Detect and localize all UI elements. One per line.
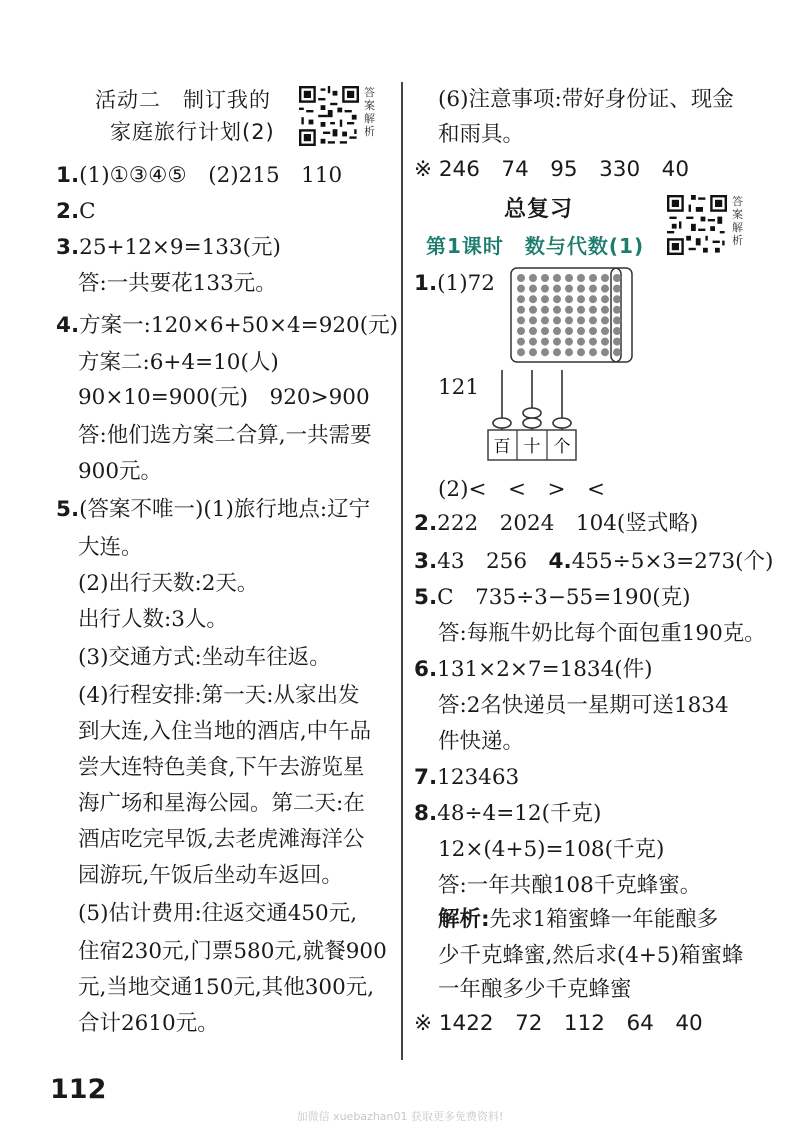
answer-text: 少千克蜂蜜,然后求(4+5)箱蜜蜂 bbox=[438, 943, 744, 968]
dot bbox=[601, 285, 609, 293]
question-number: 3. bbox=[414, 549, 438, 574]
q1-121: 121 bbox=[438, 375, 480, 400]
analysis-label: 解析: bbox=[438, 907, 490, 932]
answer-text: 海广场和星海公园。第二天:在 bbox=[78, 791, 365, 816]
abacus-label-ones: 个 bbox=[553, 437, 571, 457]
qr-code-icon-right[interactable] bbox=[667, 195, 727, 255]
answer-text: C bbox=[79, 199, 96, 224]
answer-text: 出行人数:3人。 bbox=[78, 607, 228, 632]
answer-text: 园游玩,午饭后坐动车返回。 bbox=[78, 863, 343, 888]
left-answer-line bbox=[78, 1008, 219, 1040]
dot bbox=[529, 327, 537, 335]
right-answer-line bbox=[414, 798, 601, 830]
dot-array-figure bbox=[510, 267, 634, 363]
q1-part1: (1)72 bbox=[437, 271, 495, 296]
dot bbox=[553, 338, 561, 346]
left-answer-line bbox=[78, 898, 357, 930]
dot bbox=[529, 285, 537, 293]
answer-text: (答案不唯一)(1)旅行地点:辽宁 bbox=[79, 497, 371, 522]
right-answer-line bbox=[438, 690, 729, 722]
dot bbox=[541, 306, 549, 314]
left-answer-line bbox=[56, 232, 281, 264]
answer-text: 131×2×7=1834(件) bbox=[437, 657, 653, 682]
q1-part2: (2)< < > < bbox=[438, 477, 606, 502]
abacus-figure bbox=[484, 368, 578, 464]
answer-text: 222 2024 104(竖式略) bbox=[437, 511, 699, 536]
abacus-label-tens: 十 bbox=[523, 437, 541, 457]
dot bbox=[541, 274, 549, 282]
dot bbox=[565, 274, 573, 282]
dot bbox=[589, 338, 597, 346]
right-answer-line bbox=[438, 974, 632, 1006]
dot bbox=[565, 306, 573, 314]
answer-text: (2)出行天数:2天。 bbox=[78, 571, 259, 596]
q1-number: 1. bbox=[414, 271, 438, 296]
left-answer-line bbox=[78, 420, 372, 452]
dot bbox=[577, 295, 585, 303]
dot bbox=[577, 285, 585, 293]
answer-text: 合计2610元。 bbox=[78, 1011, 219, 1036]
question-number: 4. bbox=[56, 313, 80, 338]
left-answer-line bbox=[78, 788, 365, 820]
answer-text: (4)行程安排:第一天:从家出发 bbox=[78, 683, 360, 708]
dot bbox=[613, 316, 621, 324]
dot bbox=[577, 316, 585, 324]
activity-title-line2: 家庭旅行计划(2) bbox=[110, 120, 275, 144]
left-answer-line bbox=[56, 160, 342, 192]
question-number: 5. bbox=[414, 585, 438, 610]
dot bbox=[541, 285, 549, 293]
left-answer-line bbox=[78, 860, 343, 892]
answer-text: 尝大连特色美食,下午去游览星 bbox=[78, 755, 365, 780]
dot bbox=[553, 316, 561, 324]
right-answer-line bbox=[414, 654, 653, 686]
right-answer-line bbox=[438, 726, 524, 758]
left-answer-line bbox=[78, 716, 371, 748]
answer-text: 123463 bbox=[437, 765, 520, 790]
dot bbox=[529, 306, 537, 314]
dot bbox=[589, 295, 597, 303]
dot bbox=[553, 348, 561, 356]
dot bbox=[577, 348, 585, 356]
qr-code-icon-left[interactable] bbox=[299, 86, 359, 146]
dot bbox=[541, 316, 549, 324]
dot bbox=[613, 338, 621, 346]
left-answer-line bbox=[78, 568, 258, 600]
right-answer-line bbox=[438, 870, 701, 902]
left-answer-line bbox=[56, 310, 398, 342]
answer-text: (1)①③④⑤ (2)215 110 bbox=[79, 163, 343, 188]
dot bbox=[613, 327, 621, 335]
left-answer-line bbox=[78, 972, 374, 1004]
dot bbox=[529, 348, 537, 356]
dot bbox=[601, 274, 609, 282]
dot bbox=[553, 327, 561, 335]
dot bbox=[553, 306, 561, 314]
dot bbox=[613, 306, 621, 314]
answer-text: 90×10=900(元) 920>900 bbox=[78, 385, 370, 410]
left-answer-line bbox=[78, 604, 228, 636]
page-number: 112 bbox=[50, 1074, 107, 1105]
dot bbox=[601, 327, 609, 335]
dot bbox=[517, 338, 525, 346]
dot bbox=[529, 338, 537, 346]
lesson-title: 第1课时 数与代数(1) bbox=[426, 234, 645, 258]
right-answer-line bbox=[414, 546, 773, 578]
dot bbox=[517, 274, 525, 282]
answer-text: 大连。 bbox=[78, 535, 143, 560]
question-number: 1. bbox=[56, 163, 80, 188]
section-title: 总复习 bbox=[504, 197, 574, 222]
left-answer-line bbox=[78, 456, 162, 488]
dot bbox=[517, 285, 525, 293]
dot bbox=[565, 316, 573, 324]
dot bbox=[517, 327, 525, 335]
dot bbox=[565, 285, 573, 293]
dot bbox=[577, 274, 585, 282]
dot bbox=[589, 285, 597, 293]
dot bbox=[577, 306, 585, 314]
answer-text: 先求1箱蜜蜂一年能酿多 bbox=[489, 907, 719, 932]
question-number: 7. bbox=[414, 765, 438, 790]
dot bbox=[517, 348, 525, 356]
question-number: 3. bbox=[56, 235, 80, 260]
dot bbox=[589, 306, 597, 314]
answer-text: (5)估计费用:往返交通450元, bbox=[78, 901, 358, 926]
answer-text: 酒店吃完早饭,去老虎滩海洋公 bbox=[78, 827, 365, 852]
dot bbox=[601, 338, 609, 346]
question-number: 6. bbox=[414, 657, 438, 682]
right-top-line1: (6)注意事项:带好身份证、现金 bbox=[438, 87, 734, 112]
left-answer-line bbox=[78, 532, 143, 564]
answer-text: 12×(4+5)=108(千克) bbox=[438, 837, 665, 862]
answer-text: 900元。 bbox=[78, 459, 163, 484]
dot bbox=[589, 274, 597, 282]
answer-text: 方案一:120×6+50×4=920(元) bbox=[79, 313, 399, 338]
left-answer-line bbox=[78, 268, 277, 300]
answer-text: 48÷4=12(千克) bbox=[437, 801, 602, 826]
dot bbox=[613, 285, 621, 293]
dot bbox=[565, 338, 573, 346]
left-answer-line bbox=[56, 196, 96, 228]
answer-text: 一年酿多少千克蜂蜜 bbox=[438, 977, 632, 1002]
answer-text: 方案二:6+4=10(人) bbox=[78, 350, 279, 375]
question-number: 2. bbox=[414, 511, 438, 536]
left-answer-line bbox=[78, 824, 364, 856]
dot bbox=[529, 295, 537, 303]
left-answer-line bbox=[56, 494, 370, 526]
dot bbox=[601, 295, 609, 303]
question-number: 5. bbox=[56, 497, 80, 522]
left-answer-line bbox=[78, 347, 279, 379]
left-answer-line bbox=[78, 752, 364, 784]
dot bbox=[517, 295, 525, 303]
dot bbox=[565, 295, 573, 303]
abacus-label-hundreds: 百 bbox=[493, 437, 511, 457]
q1-line bbox=[414, 268, 495, 300]
answer-text: 答:他们选方案二合算,一共需要 bbox=[78, 423, 372, 448]
dot bbox=[589, 327, 597, 335]
left-answer-line bbox=[78, 680, 359, 712]
dot bbox=[601, 348, 609, 356]
right-answer-line bbox=[414, 508, 698, 540]
dot bbox=[613, 348, 621, 356]
answer-text: C 735÷3−55=190(克) bbox=[437, 585, 691, 610]
right-answer-line bbox=[414, 762, 519, 794]
answer-text: 43 256 bbox=[437, 549, 549, 574]
answer-text: 答:一年共酿108千克蜂蜜。 bbox=[438, 873, 702, 898]
right-answer-line bbox=[414, 582, 691, 614]
dot bbox=[541, 327, 549, 335]
right-top-line2: 和雨具。 bbox=[438, 122, 525, 147]
answer-text: 答:一共要花133元。 bbox=[78, 271, 277, 296]
dot bbox=[553, 295, 561, 303]
dot bbox=[565, 348, 573, 356]
answer-text: 元,当地交通150元,其他300元, bbox=[78, 975, 375, 1000]
right-answer-line bbox=[438, 904, 718, 936]
qr-label-right: 答案解析 bbox=[732, 195, 743, 247]
star-answers-1: ※ 246 74 95 330 40 bbox=[414, 157, 689, 182]
answer-text: 答:每瓶牛奶比每个面包重190克。 bbox=[438, 621, 766, 646]
dot bbox=[577, 338, 585, 346]
dot bbox=[601, 306, 609, 314]
dot bbox=[589, 316, 597, 324]
right-answer-line bbox=[438, 834, 664, 866]
dot bbox=[553, 285, 561, 293]
answer-text: (3)交通方式:坐动车往返。 bbox=[78, 645, 331, 670]
right-answer-line bbox=[438, 618, 766, 650]
dot bbox=[541, 295, 549, 303]
watermark: 加微信 xuebazhan01 获取更多免费资料! bbox=[296, 1110, 504, 1123]
dot bbox=[577, 327, 585, 335]
right-answer-line bbox=[438, 940, 743, 972]
answer-text: 答:2名快递员一星期可送1834 bbox=[438, 693, 729, 718]
dot bbox=[601, 316, 609, 324]
column-divider bbox=[401, 82, 403, 1060]
left-answer-line bbox=[78, 642, 331, 674]
dot bbox=[517, 306, 525, 314]
answer-text: 455÷5×3=273(个) bbox=[571, 549, 774, 574]
dot bbox=[517, 316, 525, 324]
dot bbox=[541, 348, 549, 356]
dot bbox=[613, 295, 621, 303]
dot bbox=[613, 274, 621, 282]
question-number: 8. bbox=[414, 801, 438, 826]
answer-text: 件快递。 bbox=[438, 729, 525, 754]
dot bbox=[541, 338, 549, 346]
dot bbox=[553, 274, 561, 282]
answer-text: 住宿230元,门票580元,就餐900 bbox=[78, 939, 387, 964]
dot bbox=[529, 274, 537, 282]
dot bbox=[589, 348, 597, 356]
dot bbox=[529, 316, 537, 324]
answer-text: 25+12×9=133(元) bbox=[79, 235, 281, 260]
left-answer-line bbox=[78, 382, 370, 414]
left-answer-line bbox=[78, 936, 387, 968]
question-number: 4. bbox=[548, 549, 572, 574]
qr-label-left: 答案解析 bbox=[364, 86, 375, 138]
dot bbox=[565, 327, 573, 335]
star-answers-2: ※ 1422 72 112 64 40 bbox=[414, 1011, 703, 1036]
activity-title-line1: 活动二 制订我的 bbox=[95, 88, 271, 112]
question-number: 2. bbox=[56, 199, 80, 224]
answer-text: 到大连,入住当地的酒店,中午品 bbox=[78, 719, 372, 744]
